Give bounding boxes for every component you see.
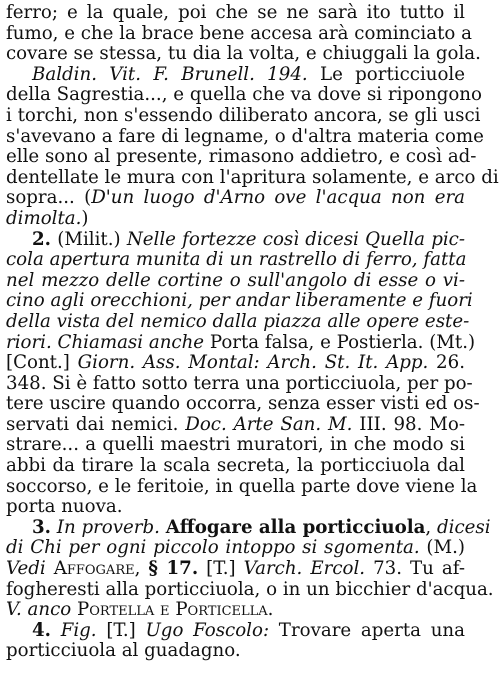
text-run: Porta falsa, e Postierla. (Mt.): [204, 331, 476, 353]
definition-italic: cino agli orecchioni, per andar liberamente e fuori: [6, 290, 473, 312]
definition-italic: dicesi: [437, 516, 491, 538]
sense-2-line: [6, 230, 465, 251]
citation-source: Baldin. Vit. F. Brunell. 194.: [32, 63, 308, 85]
text-line: [6, 331, 476, 354]
sense-number: 4.: [32, 619, 51, 641]
text-run: porta nuova.: [6, 496, 123, 518]
usage-label: In proverb.: [51, 516, 166, 538]
definition-italic: cola apertura munita di un rastrello di ferro, fatta: [6, 249, 467, 271]
text-run: s'avevano a fare di legname, o d'altra materia come: [6, 125, 484, 147]
usage-label: Fig.: [51, 619, 97, 641]
text-line: [6, 475, 478, 498]
text-run: 73. Tu af-: [365, 558, 465, 580]
text-run: servati dai nemici.: [6, 413, 186, 435]
text-line: [6, 393, 480, 415]
sense-3-line: [6, 516, 491, 539]
text-run: tere uscire quando occorra, senza esser visti ed os-: [6, 393, 480, 415]
text-run: dentellate le mura con l'apritura solamente, e arco di: [6, 166, 499, 188]
sense-4-line: [6, 621, 465, 642]
text-run: fumo, e che la brace bene accesa arà cominciato a: [6, 22, 472, 44]
sense-number: 3.: [32, 516, 51, 538]
citation-line: [6, 65, 465, 86]
text-run: Le porticciuole: [307, 63, 465, 85]
text-line: [6, 104, 481, 127]
text-run: soccorso, e le feritoie, in quella parte dove viene la: [6, 475, 478, 497]
definition-italic: della vista del nemico dalla piazza alle opere este-: [6, 310, 470, 332]
definition-italic: nel mezzo delle cortine o sull'angolo di esse o vi-: [6, 269, 465, 291]
text-line: [6, 271, 465, 292]
definition-italic: Nelle fortezze così dicesi Quella pic-: [126, 228, 465, 250]
text-line: [6, 641, 465, 662]
text-run: abbi da tirare la scala secreta, la porticciuola dal: [6, 455, 465, 477]
text-run: covare se stessa, tu dia la volta, e chiuggali la gola.: [6, 43, 481, 65]
citation-source: Varch. Ercol.: [243, 558, 366, 580]
text-run: porticciuola al guadagno.: [6, 640, 241, 662]
text-run: elle sono al presente, rimasono addietro, e così ad-: [6, 146, 477, 168]
phrase-headword: Affogare alla porticciuola: [165, 516, 426, 538]
gloss-italic: D'un luogo d'Arno ove l'acqua non era: [91, 187, 465, 209]
text-run: strare... a quelli maestri muratori, in che modo si: [6, 434, 465, 456]
citation-source: Giorn. Ass. Montal: Arch. St. It. App.: [77, 352, 429, 374]
text-line: [6, 166, 499, 189]
usage-label: (Milit.): [51, 228, 127, 250]
sense-number: 2.: [32, 228, 51, 250]
cross-ref-label: V. anco: [6, 599, 72, 621]
text-run: 348. Si è fatto sotto terra una porticciuola, per po-: [6, 372, 473, 394]
text-line: [6, 146, 477, 168]
text-line: [6, 3, 465, 24]
citation-source: Ugo Foscolo:: [145, 619, 270, 641]
text-run: ): [81, 207, 89, 229]
editor-mark: [T.]: [198, 558, 244, 580]
text-run: i torchi, non s'essendo diliberato ancora, se gli usci: [6, 104, 481, 126]
gloss-italic: dimolta.: [6, 207, 82, 229]
text-line: [6, 84, 482, 106]
section-ref: § 17.: [148, 558, 199, 580]
text-line: [6, 372, 473, 395]
text-line: [6, 43, 481, 65]
text-line: [6, 353, 465, 374]
cross-ref-word: Affogare,: [45, 558, 149, 580]
text-line: [6, 435, 465, 456]
cross-ref-label: Vedi: [6, 558, 46, 580]
text-run: fogheresti alla porticciuola, o in un bicchier d'acqua.: [6, 578, 494, 600]
text-line: [6, 188, 465, 209]
text-line: [6, 497, 465, 518]
text-line: [6, 310, 470, 333]
text-line: [6, 209, 465, 230]
text-line: [6, 125, 484, 148]
editor-mark: [T.]: [96, 619, 146, 641]
text-run: ferro; e la quale, poi che se ne sarà ito tutto il: [6, 2, 465, 23]
text-line: [6, 250, 465, 271]
text-run: Trovare aperta una: [269, 619, 465, 641]
text-run: 26.: [428, 352, 465, 374]
text-run: III. 98. Mo-: [352, 413, 465, 435]
text-run: (M.): [419, 537, 465, 559]
text-line: [6, 456, 465, 477]
editor-mark: [Cont.]: [6, 352, 78, 374]
citation-source: Doc. Arte San. M.: [185, 413, 353, 435]
text-line: [6, 600, 465, 621]
cross-ref-word: Portella e Porticella.: [71, 599, 274, 621]
text-line: [6, 290, 473, 312]
text-line: [6, 538, 465, 559]
text-run: ,: [425, 516, 437, 538]
definition-italic: di Chi per ogni piccolo intoppo si sgomenta.: [6, 537, 420, 559]
text-line: [6, 578, 494, 601]
text-line: [6, 415, 465, 436]
definition-italic: riori. Chiamasi anche: [6, 331, 205, 353]
text-run: della Sagrestia..., e quella che va dove si ripongono: [6, 84, 482, 106]
text-line: [6, 559, 465, 580]
text-run: sopra... (: [6, 187, 92, 209]
text-line: [6, 22, 472, 45]
